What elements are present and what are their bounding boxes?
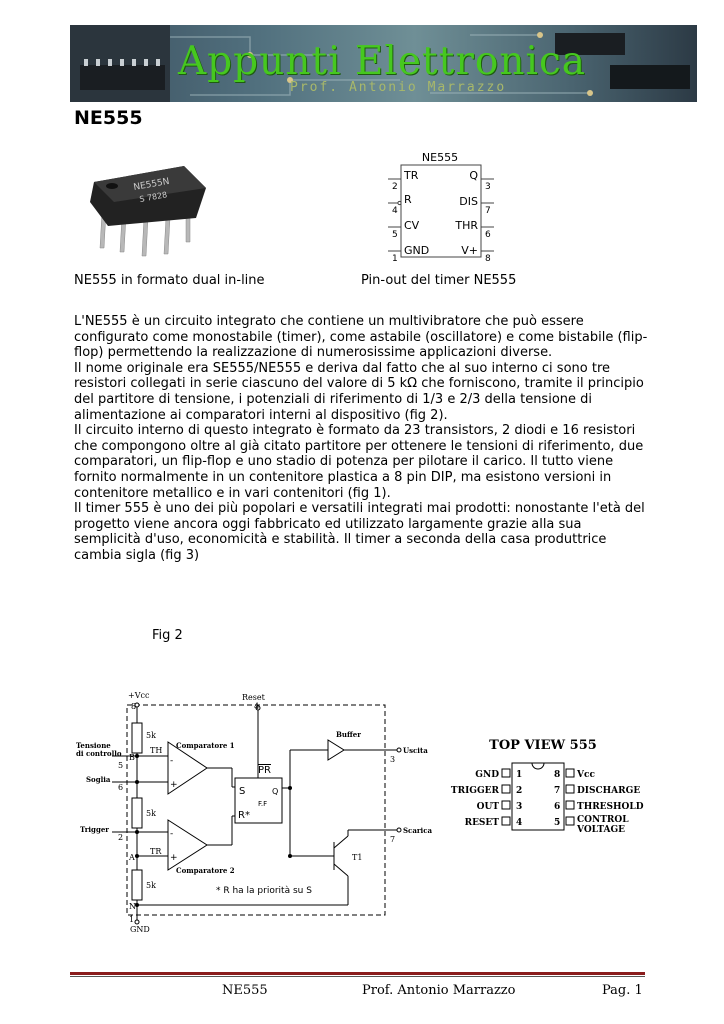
label-buffer: Buffer bbox=[336, 730, 361, 739]
label-node-n: N bbox=[129, 902, 136, 911]
label-uscita: Uscita bbox=[403, 746, 428, 755]
topview-label-discharge: DISCHARGE bbox=[577, 786, 641, 796]
topview-num-7: 7 bbox=[554, 786, 561, 796]
label-node-b: B bbox=[129, 753, 135, 762]
pinout-title: NE555 bbox=[421, 151, 459, 164]
label-comparatore-1: Comparatore 1 bbox=[176, 741, 235, 750]
label-r3: 5k bbox=[146, 881, 156, 890]
label-pin7: 7 bbox=[390, 835, 396, 844]
pin-label-dis: DIS bbox=[459, 195, 478, 208]
pin-label-vplus: V+ bbox=[461, 244, 478, 257]
topview-num-1: 1 bbox=[516, 770, 523, 780]
topview-label-gnd: GND bbox=[475, 770, 499, 780]
label-pin3: 3 bbox=[390, 755, 396, 764]
paragraph: Il timer 555 è uno dei più popolari e versatili integrati mai prodotti: nonostante l'età del progetto viene ancora oggi fabbricato ed utilizzato largamente grazie alla sua semplicità d'uso, economicità e stabilità. Il timer a seconda della casa produttrice cambia sigla (fig 3) bbox=[74, 501, 645, 563]
footer-page: Pag. 1 bbox=[602, 983, 643, 998]
schematic-note: * R ha la priorità su S bbox=[216, 886, 312, 896]
pin-num-6: 6 bbox=[485, 230, 491, 240]
label-tr: TR bbox=[150, 847, 162, 856]
banner-subtitle: Prof. Antonio Marrazzo bbox=[290, 80, 507, 95]
label-ff-q: Q bbox=[272, 787, 279, 796]
topview-label-threshold: THRESHOLD bbox=[577, 802, 644, 812]
pin-label-thr: THR bbox=[455, 219, 478, 232]
label-pr: PR bbox=[258, 765, 271, 776]
pin-num-3: 3 bbox=[485, 182, 491, 192]
label-reset: Reset bbox=[242, 693, 265, 702]
label-th: TH bbox=[150, 746, 163, 755]
ne555-internal-schematic bbox=[72, 690, 432, 935]
body-text bbox=[74, 314, 650, 564]
pin-num-5: 5 bbox=[392, 230, 398, 240]
comp1-plus: + bbox=[170, 780, 178, 790]
header-banner bbox=[70, 25, 697, 102]
chip-marking-2: S 7828 bbox=[138, 190, 168, 204]
label-t1: T1 bbox=[352, 853, 363, 862]
footer-rule bbox=[70, 972, 645, 975]
label-ff-r: R* bbox=[238, 810, 250, 821]
topview-num-5: 5 bbox=[554, 818, 561, 828]
topview-num-4: 4 bbox=[516, 818, 523, 828]
paragraph: Il nome originale era SE555/NE555 e deriva dal fatto che al suo interno ci sono tre resistori collegati in serie ciascuno del valore di 5 kΩ che forniscono, tramite il principio del partitore di tensione, i potenziali di riferimento di 1/3 e 2/3 della tensione di alimentazione ai comparatori interni al dispositivo (fig 2). bbox=[74, 360, 644, 423]
topview-label-out: OUT bbox=[476, 802, 499, 812]
pin-label-r: R bbox=[404, 193, 412, 206]
pin-label-q: Q bbox=[469, 169, 478, 182]
pin-num-1: 1 bbox=[392, 254, 398, 264]
fig2-label: Fig 2 bbox=[152, 628, 183, 643]
topview-num-3: 3 bbox=[516, 802, 523, 812]
topview-num-2: 2 bbox=[516, 786, 523, 796]
label-scarica: Scarica bbox=[403, 826, 432, 835]
pin-num-2: 2 bbox=[392, 182, 398, 192]
label-pin2: 2 bbox=[118, 833, 124, 842]
label-di-controllo: di controllo bbox=[76, 749, 122, 758]
label-soglia: Soglia bbox=[86, 775, 111, 784]
label-vcc: +Vcc bbox=[128, 691, 150, 700]
topview-title: TOP VIEW 555 bbox=[489, 738, 597, 753]
top-view-555-diagram bbox=[440, 733, 644, 838]
label-r2: 5k bbox=[146, 809, 156, 818]
pin-label-gnd: GND bbox=[404, 244, 430, 257]
topview-num-8: 8 bbox=[554, 770, 561, 780]
topview-label-reset: RESET bbox=[464, 818, 499, 828]
banner-title: Appunti Elettronica bbox=[178, 39, 587, 84]
comp2-plus: + bbox=[170, 853, 178, 863]
document-title: NE555 bbox=[74, 107, 143, 129]
label-pin4: 4 bbox=[254, 702, 260, 711]
topview-label-vcc: Vcc bbox=[577, 770, 595, 780]
ne555-chip-photo bbox=[74, 152, 220, 264]
label-trigger: Trigger bbox=[80, 825, 109, 834]
label-ff: F.F bbox=[258, 800, 268, 808]
label-node-a: A bbox=[129, 853, 135, 862]
footer-rule-thin bbox=[70, 976, 645, 977]
caption-pinout: Pin-out del timer NE555 bbox=[361, 273, 517, 288]
pin-num-8: 8 bbox=[485, 254, 491, 264]
paragraph: Il circuito interno di questo integrato è formato da 23 transistors, 2 diodi e 16 resistori che compongono oltre al già citato partitore per ottenere le tensioni di riferimento, due comparatori, un flip-flop e uno stadio di potenza per pilotare il carico. Il tutto viene fornito normalmente in un contenitore plastica a 8 pin DIP, ma esistono versioni in contenitore metallico e in vari contenitori (fig 1). bbox=[74, 423, 644, 501]
topview-label-trigger: TRIGGER bbox=[450, 786, 499, 796]
label-pin5: 5 bbox=[118, 761, 124, 770]
topview-label-voltage: VOLTAGE bbox=[577, 825, 625, 835]
topview-num-6: 6 bbox=[554, 802, 561, 812]
label-r1: 5k bbox=[146, 731, 156, 740]
label-pin1: 1 bbox=[129, 915, 135, 924]
comp1-minus: - bbox=[170, 756, 174, 766]
label-pin6: 6 bbox=[118, 783, 124, 792]
chip-marking-1: NE555N bbox=[132, 176, 171, 193]
label-tensione: Tensione bbox=[76, 741, 111, 750]
pinout-diagram bbox=[358, 147, 518, 267]
caption-dual-inline: NE555 in formato dual in-line bbox=[74, 273, 265, 288]
pin-label-tr: TR bbox=[404, 169, 419, 182]
comp2-minus: - bbox=[170, 829, 174, 839]
label-gnd: GND bbox=[130, 925, 150, 934]
label-comparatore-2: Comparatore 2 bbox=[176, 866, 235, 875]
pin-num-4: 4 bbox=[392, 206, 398, 216]
footer-author: Prof. Antonio Marrazzo bbox=[362, 983, 516, 998]
paragraph: L'NE555 è un circuito integrato che contiene un multivibratore che può essere configurato come monostabile (timer), come astabile (oscillatore) e come bistabile (flip-flop) permettendo la realizzazione di numerosissime applicazioni diverse. bbox=[74, 314, 648, 361]
topview-label-control: CONTROL bbox=[577, 815, 629, 825]
pin-num-7: 7 bbox=[485, 206, 491, 216]
footer-title: NE555 bbox=[222, 983, 268, 998]
label-ff-s: S bbox=[239, 786, 246, 797]
label-pin8: 8 bbox=[131, 702, 137, 711]
pin-label-cv: CV bbox=[404, 219, 420, 232]
